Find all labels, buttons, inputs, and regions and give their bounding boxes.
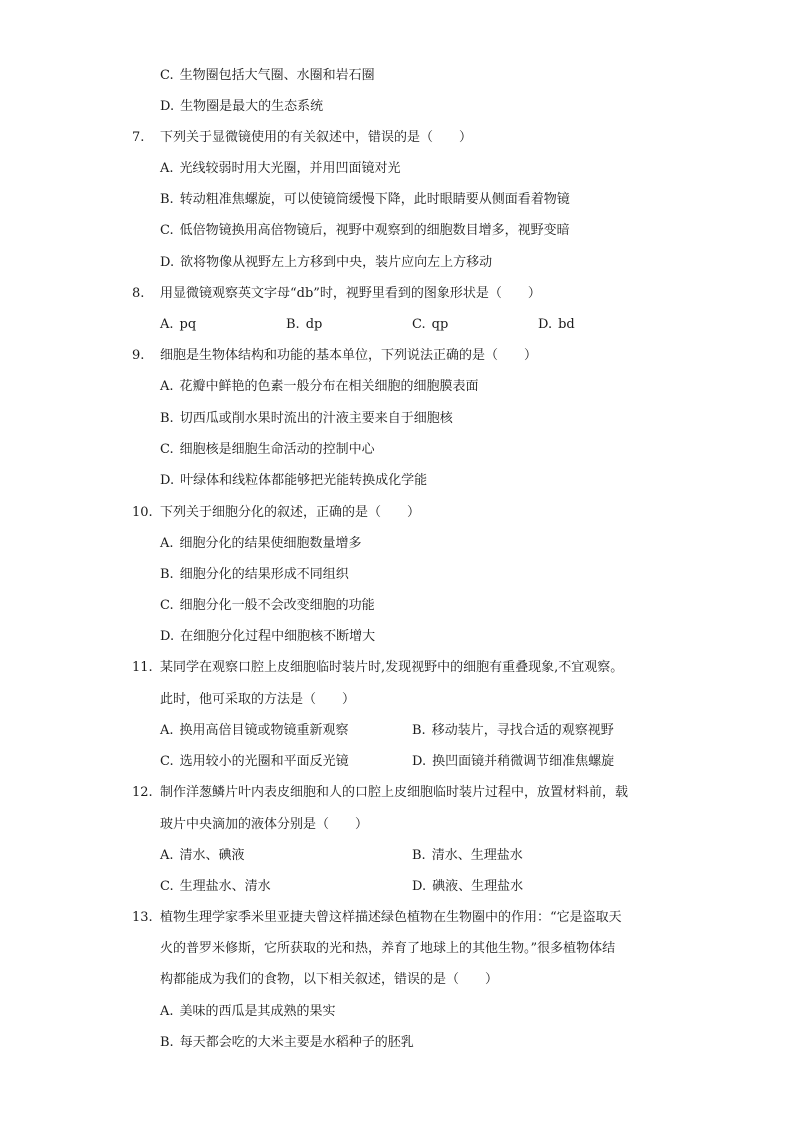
option-text: 细胞核是细胞生命活动的控制中心 xyxy=(179,442,375,457)
question-stem: 植物生理学家季米里亚捷夫曾这样描述绿色植物在生物圈中的作用：“它是盗取天 xyxy=(160,910,622,925)
option-letter: C. xyxy=(160,223,174,238)
option-text: 选用较小的光圈和平面反光镜 xyxy=(179,754,349,769)
option-text: 光线较弱时用大光圈，并用凹面镜对光 xyxy=(179,161,401,176)
option-text: 生物圈是最大的生态系统 xyxy=(180,99,324,114)
question-number: 13. xyxy=(132,910,153,925)
option-text: 细胞分化的结果形成不同组织 xyxy=(179,567,349,582)
option-letter: D. xyxy=(160,255,175,270)
option-text: 转动粗准焦螺旋，可以使镜筒缓慢下降，此时眼睛要从侧面看着物镜 xyxy=(179,192,570,207)
option-letter: B. xyxy=(412,848,426,863)
option-letter: B. xyxy=(160,411,174,426)
option-text: 美味的西瓜是其成熟的果实 xyxy=(179,1004,336,1019)
option-letter: A. xyxy=(160,317,174,332)
question-stem: 用显微镜观察英文字母“db”时，视野里看到的图象形状是（ ） xyxy=(160,286,541,301)
option-text: qp xyxy=(431,317,449,332)
question-stem: 下列关于细胞分化的叙述，正确的是（ ） xyxy=(160,505,421,520)
option-text: 换凹面镜并稍微调节细准焦螺旋 xyxy=(432,754,615,769)
option-letter: A. xyxy=(160,1004,174,1019)
question-number: 11. xyxy=(132,660,153,675)
option-text: dp xyxy=(305,317,323,332)
option-text: 生物圈包括大气圈、水圈和岩石圈 xyxy=(179,68,375,83)
option-text: 生理盐水、清水 xyxy=(179,879,271,894)
option-letter: D. xyxy=(160,99,175,114)
question-number: 10. xyxy=(132,505,153,520)
option-letter: A. xyxy=(160,161,174,176)
question-stem: 构都能成为我们的食物，以下相关叙述，错误的是（ ） xyxy=(160,972,499,987)
option-letter: A. xyxy=(160,379,174,394)
option-text: 低倍物镜换用高倍物镜后，视野中观察到的细胞数目增多，视野变暗 xyxy=(179,223,570,238)
option-letter: A. xyxy=(160,536,174,551)
option-letter: A. xyxy=(160,848,174,863)
option-letter: C. xyxy=(160,879,174,894)
option-letter: D. xyxy=(412,754,427,769)
option-letter: B. xyxy=(160,567,174,582)
option-text: 细胞分化的结果使细胞数量增多 xyxy=(179,536,362,551)
question-stem: 细胞是生物体结构和功能的基本单位，下列说法正确的是（ ） xyxy=(160,348,538,363)
option-letter: B. xyxy=(160,1035,174,1050)
option-letter: B. xyxy=(160,192,174,207)
option-text: 移动装片，寻找合适的观察视野 xyxy=(431,723,614,738)
option-text: 清水、碘液 xyxy=(179,848,245,863)
option-text: 切西瓜或削水果时流出的汁液主要来自于细胞核 xyxy=(179,411,453,426)
option-letter: C. xyxy=(160,442,174,457)
option-text: 叶绿体和线粒体都能够把光能转换成化学能 xyxy=(180,473,428,488)
option-text: 每天都会吃的大米主要是水稻种子的胚乳 xyxy=(179,1035,414,1050)
option-text: 换用高倍目镜或物镜重新观察 xyxy=(179,723,349,738)
option-letter: D. xyxy=(160,473,175,488)
question-stem: 制作洋葱鳞片叶内表皮细胞和人的口腔上皮细胞临时装片过程中，放置材料前，载 xyxy=(160,785,629,800)
question-stem: 火的普罗米修斯，它所获取的光和热，养育了地球上的其他生物。”很多植物体结 xyxy=(160,941,616,956)
option-text: 细胞分化一般不会改变细胞的功能 xyxy=(179,598,375,613)
option-letter: C. xyxy=(160,598,174,613)
question-stem: 玻片中央滴加的液体分别是（ ） xyxy=(160,817,369,832)
option-letter: C. xyxy=(160,68,174,83)
option-letter: B. xyxy=(286,317,300,332)
question-number: 8. xyxy=(132,286,145,301)
option-letter: A. xyxy=(160,723,174,738)
option-text: 在细胞分化过程中细胞核不断增大 xyxy=(180,629,376,644)
question-stem: 下列关于显微镜使用的有关叙述中，错误的是（ ） xyxy=(160,130,473,145)
option-letter: C. xyxy=(160,754,174,769)
option-letter: C. xyxy=(412,317,426,332)
option-text: 欲将物像从视野左上方移到中央，装片应向左上方移动 xyxy=(180,255,493,270)
option-text: 花瓣中鲜艳的色素一般分布在相关细胞的细胞膜表面 xyxy=(179,379,479,394)
option-text: 清水、生理盐水 xyxy=(431,848,523,863)
option-text: bd xyxy=(558,317,575,332)
option-letter: D. xyxy=(412,879,427,894)
option-letter: D. xyxy=(160,629,175,644)
question-number: 12. xyxy=(132,785,153,800)
question-stem: 某同学在观察口腔上皮细胞临时装片时,发现视野中的细胞有重叠现象,不宜观察。 xyxy=(160,660,624,675)
question-number: 9. xyxy=(132,348,145,363)
option-text: pq xyxy=(179,317,197,332)
option-text: 碘液、生理盐水 xyxy=(432,879,524,894)
option-letter: B. xyxy=(412,723,426,738)
question-stem: 此时，他可采取的方法是（ ） xyxy=(160,692,356,707)
option-letter: D. xyxy=(538,317,553,332)
question-number: 7. xyxy=(132,130,145,145)
